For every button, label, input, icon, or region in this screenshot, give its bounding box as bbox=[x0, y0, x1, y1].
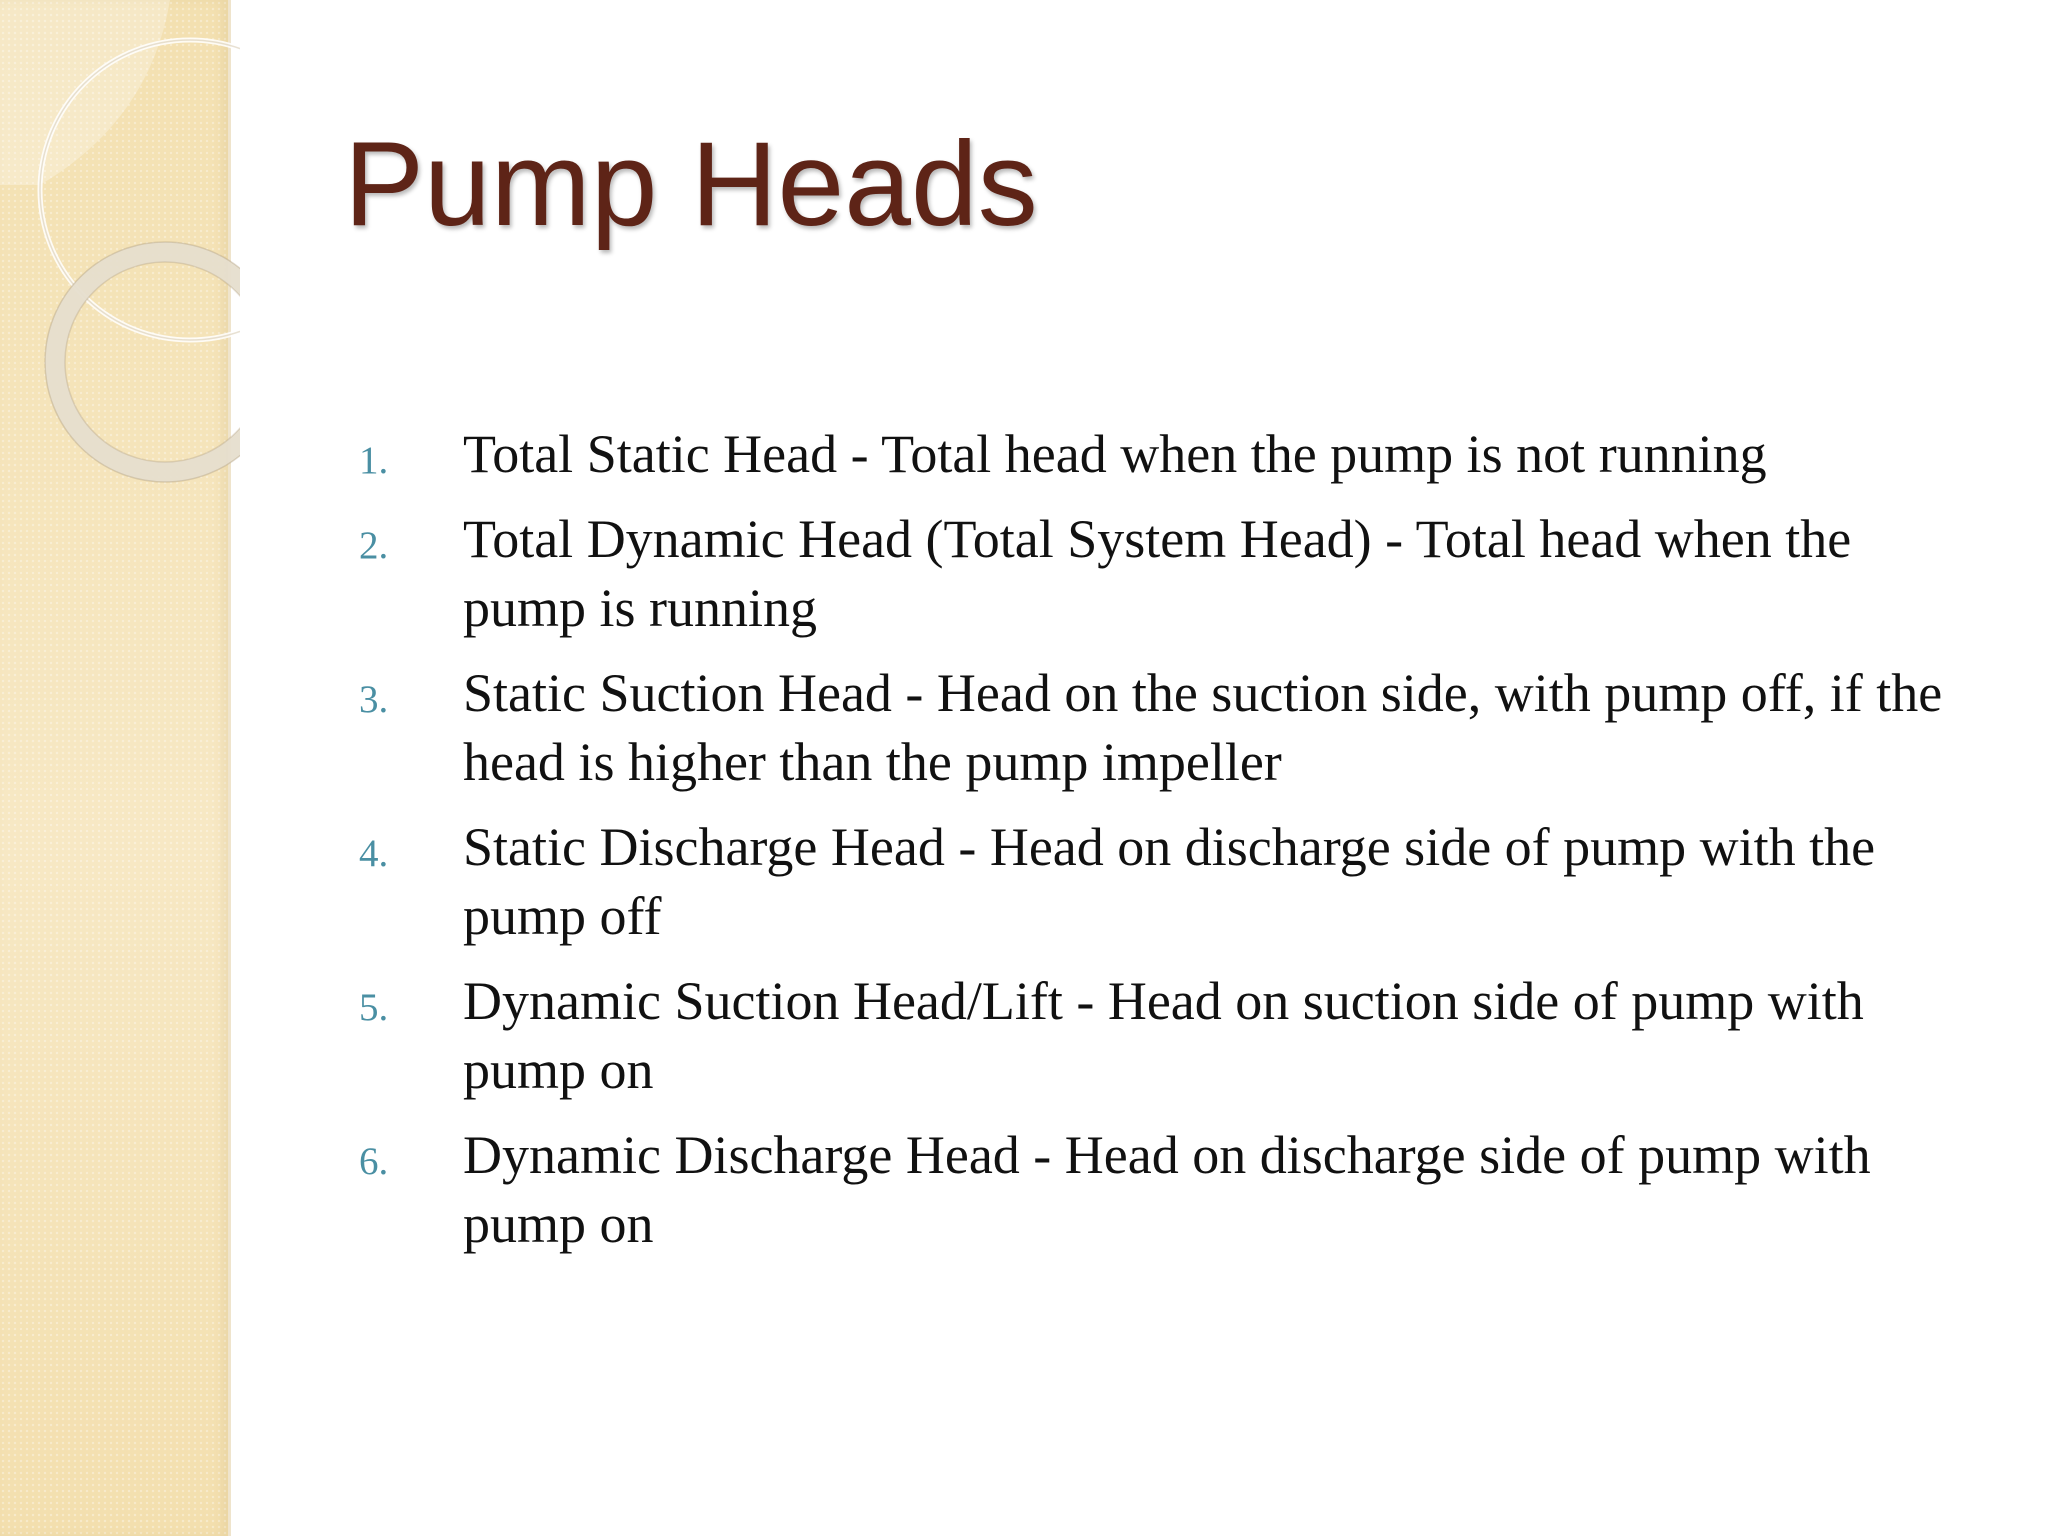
list-item-text: Dynamic Suction Head/Lift - Head on suction side of pump with pump on bbox=[463, 971, 1864, 1100]
list-item-number: 2. bbox=[359, 524, 389, 567]
list-item bbox=[355, 813, 1965, 951]
list-item-text: Dynamic Discharge Head - Head on discharge side of pump with pump on bbox=[463, 1125, 1871, 1254]
list-item-number: 3. bbox=[359, 678, 389, 721]
list-item-number: 6. bbox=[359, 1140, 389, 1183]
list-item bbox=[355, 420, 1965, 489]
list-item-number: 1. bbox=[359, 439, 389, 482]
list-item-number: 4. bbox=[359, 832, 389, 875]
list-item-text: Static Discharge Head - Head on discharge side of pump with the pump off bbox=[463, 817, 1876, 946]
list-item-text: Total Dynamic Head (Total System Head) - Total head when the pump is running bbox=[463, 509, 1852, 638]
list-item bbox=[355, 505, 1965, 643]
list-item bbox=[355, 659, 1965, 797]
list-item-text: Static Suction Head - Head on the suction side, with pump off, if the head is higher than the pump impeller bbox=[463, 663, 1943, 792]
list-item bbox=[355, 1121, 1965, 1259]
decorative-sidebar bbox=[0, 0, 231, 1536]
slide-title: Pump Heads bbox=[344, 117, 1038, 251]
pump-heads-list bbox=[355, 420, 1965, 1275]
list-item-text: Total Static Head - Total head when the pump is not running bbox=[463, 424, 1767, 484]
list-item-number: 5. bbox=[359, 986, 389, 1029]
list-item bbox=[355, 967, 1965, 1105]
